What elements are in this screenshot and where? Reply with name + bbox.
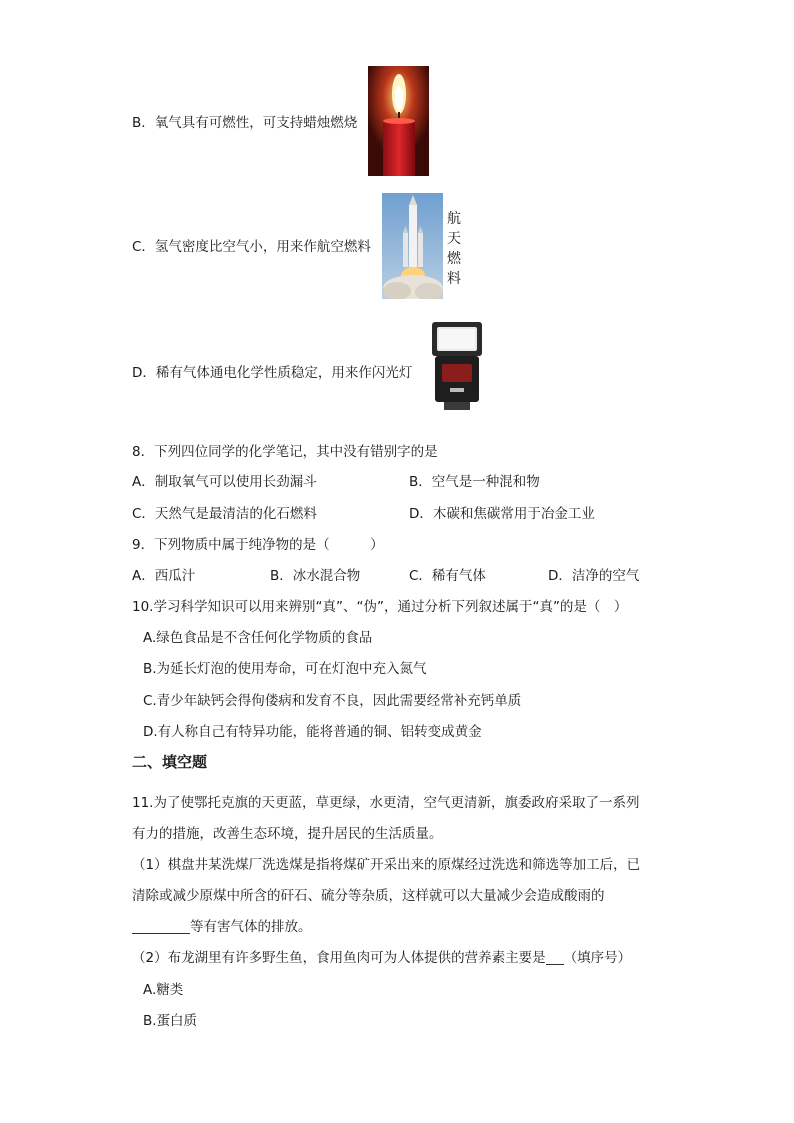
rocket-image [382,193,443,299]
answer-blank[interactable] [132,919,190,934]
q10-option-b: B.为延长灯泡的使用寿命，可在灯泡中充入氮气 [143,661,427,677]
q8-stem: 8．下列四位同学的化学笔记，其中没有错别字的是 [132,444,438,460]
caption-char: 天 [447,231,461,247]
q7-option-d: D．稀有气体通电化学性质稳定，用来作闪光灯 [132,365,413,381]
q9-option-b: B．冰水混合物 [270,568,361,584]
caption-char: 燃 [447,251,461,267]
section-heading: 二、填空题 [132,753,208,771]
camera-flash-icon [428,320,486,412]
q11-part2-text: （2）布龙湖里有许多野生鱼，食用鱼肉可为人体提供的营养素主要是 [132,950,546,966]
q7-option-c: C．氢气密度比空气小，用来作航空燃料 [132,239,371,255]
candle-icon [368,66,429,176]
q11-part2-end: （填序号） [563,950,632,966]
rocket-caption [446,209,462,289]
flash-unit-image [428,320,486,412]
q8-option-b: B．空气是一种混和物 [409,474,540,490]
q9-option-c: C．稀有气体 [409,568,486,584]
q11-part1-line3 [132,918,312,936]
q9-option-d: D．洁净的空气 [548,568,640,584]
q9-stem: 9．下列物质中属于纯净物的是（ ） [132,537,384,553]
caption-char: 料 [447,271,461,287]
q11-part2-option-a: A.糖类 [143,982,184,998]
caption-char: 航 [447,211,461,227]
q10-stem: 10.学习科学知识可以用来辨别“真”、“伪”，通过分析下列叙述属于“真”的是（ ） [132,599,628,615]
q8-option-d: D．木碳和焦碳常用于冶金工业 [409,506,595,522]
q7-option-b: B．氧气具有可燃性，可支持蜡烛燃烧 [132,115,358,131]
q8-option-c: C．天然气是最清洁的化石燃料 [132,506,317,522]
answer-blank[interactable] [546,950,564,965]
q11-stem-line1: 11.为了使鄂托克旗的天更蓝，草更绿，水更清，空气更清新，旗委政府采取了一系列 [132,795,640,811]
q11-part1-line3-text: 等有害气体的排放。 [190,919,312,935]
q10-option-d: D.有人称自己有特异功能，能将普通的铜、铝转变成黄金 [143,724,482,740]
q11-part2-option-b: B.蛋白质 [143,1013,198,1029]
q11-stem-line2: 有力的措施，改善生态环境，提升居民的生活质量。 [132,826,443,842]
q10-option-a: A.绿色食品是不含任何化学物质的食品 [143,630,373,646]
q11-part1-line2: 清除或减少原煤中所含的矸石、硫分等杂质，这样就可以大量减少会造成酸雨的 [132,888,605,904]
q11-part1-line1: （1）棋盘井某洗煤厂洗选煤是指将煤矿开采出来的原煤经过洗选和筛选等加工后，已 [132,857,641,873]
q10-option-c: C.青少年缺钙会得佝偻病和发育不良，因此需要经常补充钙单质 [143,693,522,709]
q8-option-a: A．制取氧气可以使用长劲漏斗 [132,474,317,490]
rocket-icon [382,193,443,299]
q9-option-a: A．西瓜汁 [132,568,196,584]
candle-image [368,66,429,176]
q11-part2-line1 [132,949,631,967]
